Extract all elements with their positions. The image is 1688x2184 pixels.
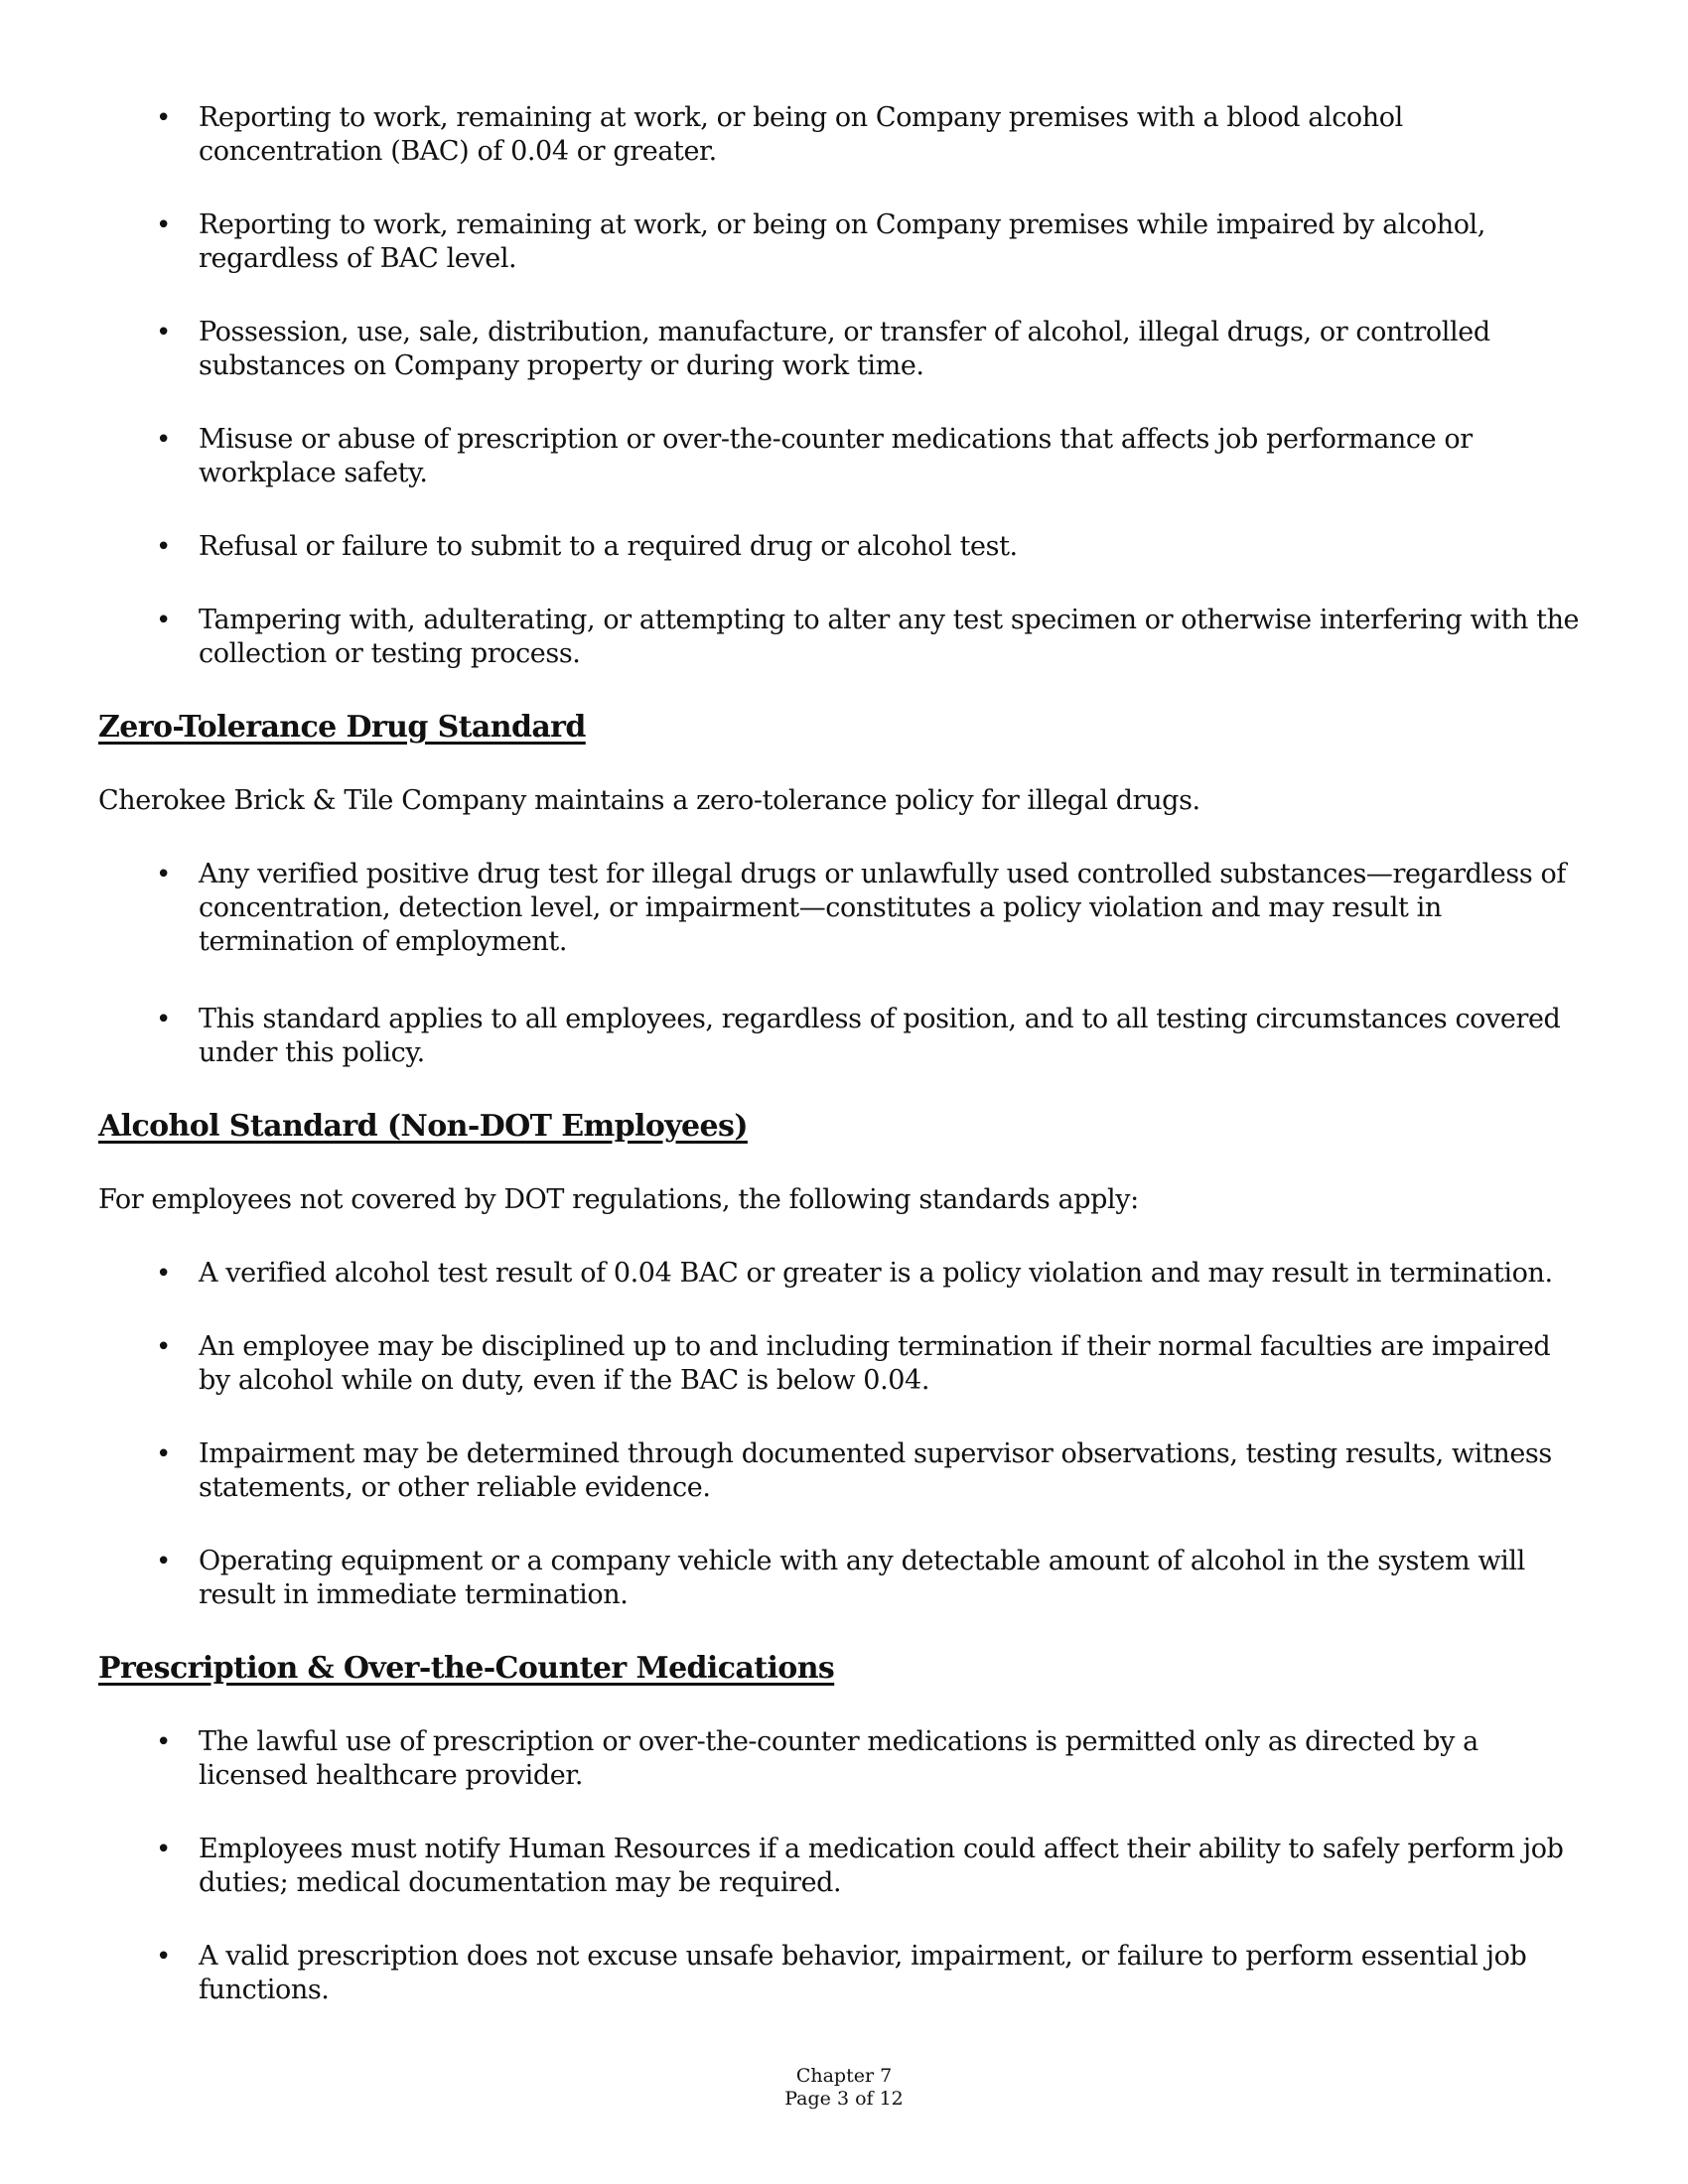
bullet-icon: •	[156, 606, 172, 635]
list-item-text: Misuse or abuse of prescription or over-the-counter medications that affects job performance or workplace safety.	[199, 424, 1473, 488]
section-heading-medications: Prescription & Over-the-Counter Medications	[98, 1651, 835, 1686]
page-footer	[0, 2065, 1688, 2111]
bullet-icon: •	[156, 1259, 172, 1289]
section-heading-zero-tolerance: Zero-Tolerance Drug Standard	[98, 710, 586, 745]
section-intro: For employees not covered by DOT regulations, the following standards apply:	[98, 1184, 1139, 1215]
bullet-icon: •	[156, 1942, 172, 1972]
list-item-text: This standard applies to all employees, regardless of position, and to all testing circumstances covered under this policy.	[199, 1004, 1561, 1068]
bullet-icon: •	[156, 1439, 172, 1469]
bullet-icon: •	[156, 1005, 172, 1034]
list-item-text: The lawful use of prescription or over-the-counter medications is permitted only as directed by a licensed healthcare provider.	[199, 1726, 1478, 1791]
list-item-text: A valid prescription does not excuse unsafe behavior, impairment, or failure to perform essential job functions.	[199, 1941, 1527, 2005]
bullet-icon: •	[156, 318, 172, 347]
list-item-text: Impairment may be determined through documented supervisor observations, testing results, witness statements, or other reliable evidence.	[199, 1438, 1552, 1503]
section-heading-alcohol-standard: Alcohol Standard (Non-DOT Employees)	[98, 1109, 748, 1144]
bullet-icon: •	[156, 425, 172, 455]
bullet-icon: •	[156, 860, 172, 889]
list-item-text: Tampering with, adulterating, or attempting to alter any test specimen or otherwise interfering with the collection or testing process.	[199, 605, 1580, 669]
bullet-icon: •	[156, 1835, 172, 1864]
list-item-text: An employee may be disciplined up to and including termination if their normal faculties are impaired by alcohol while on duty, even if the BAC is below 0.04.	[199, 1331, 1551, 1396]
bullet-icon: •	[156, 532, 172, 562]
section-intro: Cherokee Brick & Tile Company maintains a zero-tolerance policy for illegal drugs.	[98, 785, 1200, 816]
list-item-text: A verified alcohol test result of 0.04 BAC or greater is a policy violation and may result in termination.	[199, 1258, 1553, 1289]
bullet-icon: •	[156, 103, 172, 133]
list-item-text: Operating equipment or a company vehicle with any detectable amount of alcohol in the system will result in immediate termination.	[199, 1546, 1525, 1610]
bullet-icon: •	[156, 1332, 172, 1362]
footer-chapter: Chapter 7	[795, 2065, 893, 2087]
footer-page-number: Page 3 of 12	[784, 2088, 904, 2110]
list-item-text: Reporting to work, remaining at work, or being on Company premises while impaired by alcohol, regardless of BAC level.	[199, 209, 1485, 274]
bullet-icon: •	[156, 1547, 172, 1576]
bullet-icon: •	[156, 210, 172, 240]
list-item-text: Employees must notify Human Resources if a medication could affect their ability to safely perform job duties; medical documentation may be required.	[199, 1834, 1564, 1898]
bullet-icon: •	[156, 1727, 172, 1757]
list-item-text: Reporting to work, remaining at work, or being on Company premises with a blood alcohol concentration (BAC) of 0.04 or greater.	[199, 102, 1403, 167]
list-item-text: Possession, use, sale, distribution, manufacture, or transfer of alcohol, illegal drugs, or controlled substances on Company property or during work time.	[199, 317, 1490, 381]
list-item-text: Any verified positive drug test for illegal drugs or unlawfully used controlled substances—regardless of concentration, detection level, or impairment—constitutes a policy violation and may result in termination of employment.	[199, 859, 1566, 957]
list-item-text: Refusal or failure to submit to a required drug or alcohol test.	[199, 531, 1018, 562]
